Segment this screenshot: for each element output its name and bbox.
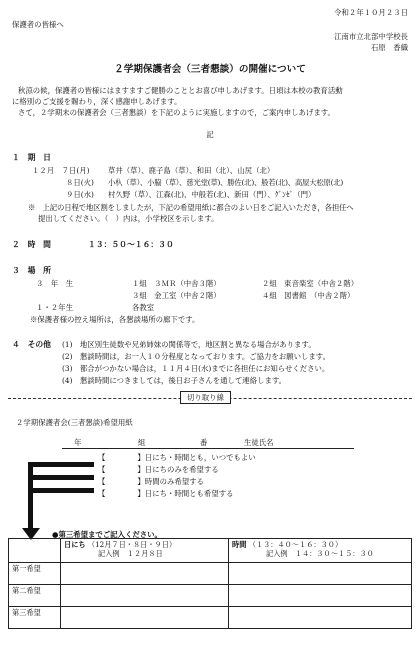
header-blank-cell bbox=[9, 539, 61, 563]
option-4-bracket: 【 bbox=[98, 489, 106, 498]
row-label-2: 第二希望 bbox=[9, 585, 61, 607]
addressee: 保護者の皆様へ bbox=[12, 20, 64, 29]
student-year: 年 bbox=[74, 438, 82, 447]
date-row-1-date: １２月 ７日(月) bbox=[32, 166, 90, 175]
header-date-range: （12月７日・８日・９日） bbox=[87, 540, 177, 549]
room-class-4: ４組 図書館 （中舎２階） bbox=[262, 291, 355, 300]
sender-school: 江南市立北部中学校長 bbox=[334, 32, 408, 41]
room-class-1: １組 ３ＭＲ（中舎３階） bbox=[132, 279, 221, 288]
page-title: ２学期保護者会（三者懇談）の開催について bbox=[114, 64, 306, 75]
row-3-date-input[interactable] bbox=[61, 607, 229, 629]
preference-table bbox=[8, 538, 412, 629]
option-2-label: 】日にちのみを希望する bbox=[137, 465, 219, 474]
section-4-label: ４ その他 bbox=[12, 340, 51, 349]
section-1-note-1: ※ 上記の日程で地区割をしましたが，下記の希望用紙に都合のよい日をご記入いただき，各担任へ bbox=[28, 203, 354, 212]
intro-line-2: に格別のご支援を賜わり，深く感謝申しあげます。 bbox=[12, 97, 182, 106]
row-3-time-input[interactable] bbox=[229, 607, 412, 629]
cut-line-label: 切り取り線 bbox=[180, 391, 231, 404]
room-class-3: ３組 金工室（中舎２階） bbox=[132, 291, 221, 300]
header-time-example: 記入例 １４：３０～１５：３０ bbox=[266, 549, 374, 558]
table-row bbox=[9, 607, 412, 629]
option-1[interactable] bbox=[98, 453, 256, 462]
student-underline bbox=[62, 448, 354, 449]
student-name-label: 生徒氏名 bbox=[244, 438, 274, 447]
date-row-1 bbox=[32, 166, 90, 175]
row-2-date-input[interactable] bbox=[61, 585, 229, 607]
option-1-bracket: 【 bbox=[98, 453, 106, 462]
date-row-2-areas: 小杁（草）、小脇（草）、慈光堂(草)、勝佐(北)、般若(北)、高屋大松原(北) bbox=[108, 178, 344, 187]
section-3-note: ※保護者様の控え場所は，各懇談場所の廊下です。 bbox=[30, 315, 200, 324]
student-number: 番 bbox=[200, 438, 208, 447]
other-item-2: (2) 懇談時間は，お一人１０分程度となっております。ご協力をお願いします。 bbox=[62, 352, 330, 361]
option-4[interactable] bbox=[98, 489, 234, 498]
row-label-3: 第三希望 bbox=[9, 607, 61, 629]
date-row-1-areas: 草井（草）、鹿子島（草）、和田（北）、山尻（北） bbox=[108, 166, 275, 175]
intro-line-3: さて，２学期末の保護者会（三者懇談）を下記のように実施しますので，ご案内申しあげます。 bbox=[18, 108, 335, 117]
table-row bbox=[9, 563, 412, 585]
third-choice-note: ●第三希望までご記入ください。 bbox=[52, 530, 162, 539]
room-class-2: ２組 東音楽室（中舎２階） bbox=[262, 279, 359, 288]
row-2-time-input[interactable] bbox=[229, 585, 412, 607]
header-date-cell bbox=[61, 539, 229, 563]
section-3-label: ３ 場 所 bbox=[12, 266, 51, 275]
section-2-time: １３：５０～１６：３０ bbox=[88, 240, 174, 249]
section-1-note-2: 提出してください。（ ）内は，小学校区を示します。 bbox=[38, 214, 219, 223]
date-row-3-areas: 村久野（草）、江森(北)、中般若(北)、新田（門）、ｸﾞﾝｾﾞ（門） bbox=[108, 190, 316, 199]
date-row-2-date: ８日(火) bbox=[66, 178, 94, 187]
sender-name: 石原 香織 bbox=[371, 43, 408, 52]
row-label-1: 第一希望 bbox=[9, 563, 61, 585]
other-item-1: (1) 地区別生徒数や兄弟姉妹の関係等で，地区割と異なる場合があります。 bbox=[62, 340, 316, 349]
intro-line-1: 秋涼の候，保護者の皆様にはますますご健勝のこととお喜び申しあげます。日頃は本校の教育活動 bbox=[18, 86, 343, 95]
other-item-4: (4) 懇談時間につきましては，後日お子さんを通して連絡します。 bbox=[62, 376, 287, 385]
grade-12-label: １・２年生 bbox=[36, 303, 73, 312]
student-class: 組 bbox=[138, 438, 146, 447]
letter-date: 令和２年１０月２３日 bbox=[334, 8, 408, 17]
room-grade-12: 各教室 bbox=[132, 303, 155, 312]
form-title: ２学期保護者会(三者懇談)希望用紙 bbox=[16, 418, 133, 427]
row-1-date-input[interactable] bbox=[61, 563, 229, 585]
other-item-3: (3) 都合がつかない場合は，１１月４日(水)までに各担任にお知らせください。 bbox=[62, 364, 330, 373]
option-3-label: 】時間のみ希望する bbox=[137, 477, 204, 486]
grade-3-label: ３ 年 生 bbox=[36, 279, 73, 288]
option-2-bracket: 【 bbox=[98, 465, 106, 474]
date-row-3-date: ９日(水) bbox=[66, 190, 94, 199]
option-3-bracket: 【 bbox=[98, 477, 106, 486]
header-time-cell bbox=[229, 539, 412, 563]
row-1-time-input[interactable] bbox=[229, 563, 412, 585]
option-4-label: 】日にち・時間とも希望する bbox=[137, 489, 234, 498]
ki-heading: 記 bbox=[206, 130, 214, 139]
option-2[interactable] bbox=[98, 465, 219, 474]
header-time-label: 時間 bbox=[232, 540, 247, 549]
table-row bbox=[9, 585, 412, 607]
header-time-range: （１３：４０～１６：３０） bbox=[248, 540, 343, 549]
section-2-label: ２ 時 間 bbox=[12, 240, 51, 249]
header-date-example: 記入例 １２月８日 bbox=[98, 549, 163, 558]
option-1-label: 】日にち・時間とも，いつでもよい bbox=[137, 453, 256, 462]
header-date-label: 日にち bbox=[64, 540, 86, 549]
option-3[interactable] bbox=[98, 477, 204, 486]
section-1-label: １ 期 日 bbox=[12, 153, 51, 162]
